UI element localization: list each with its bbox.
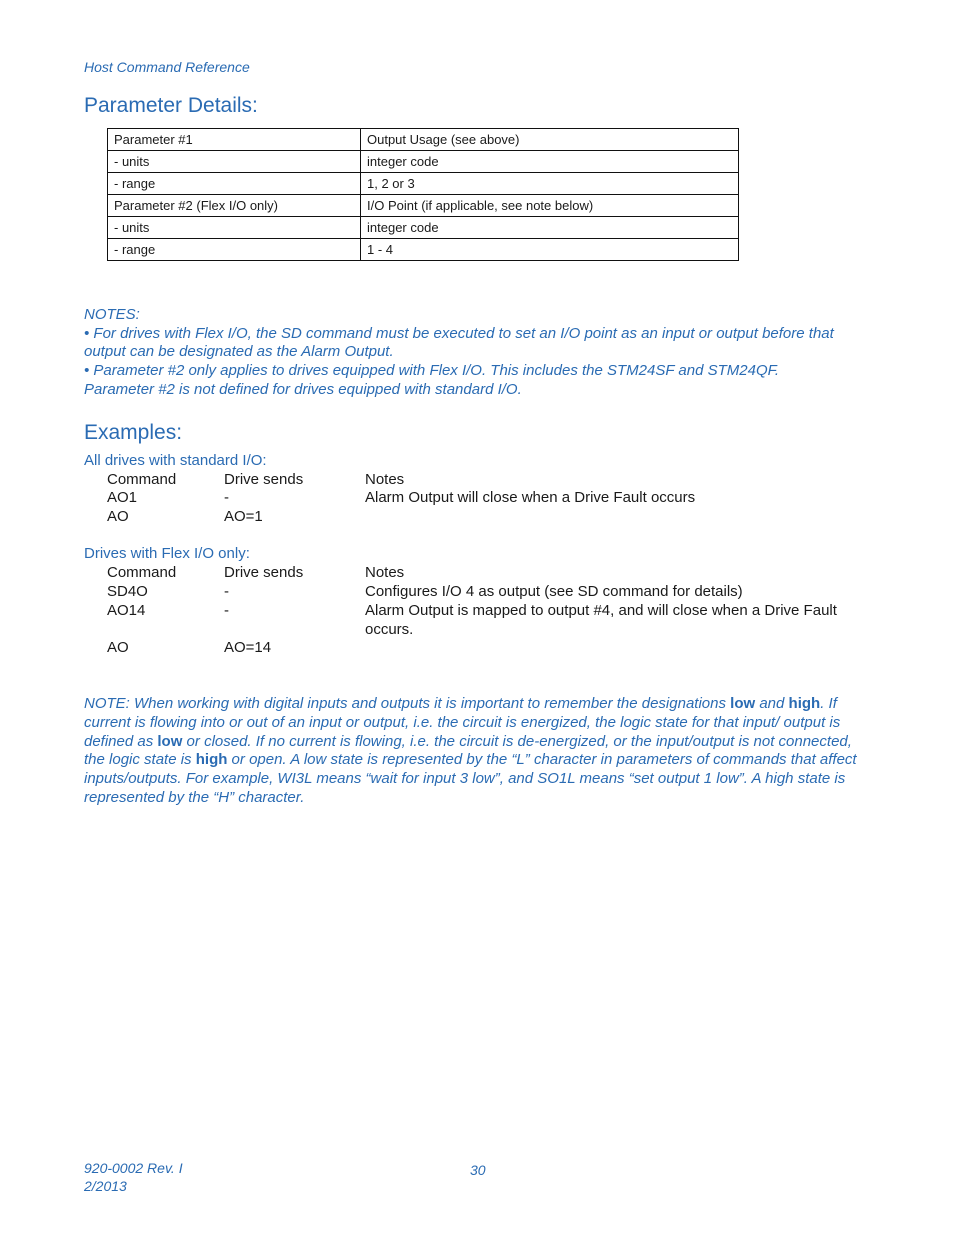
footer-doc-info (84, 1159, 183, 1195)
param-value-cell: I/O Point (if applicable, see note below) (361, 195, 739, 217)
example-note: Configures I/O 4 as output (see SD command for details) (365, 583, 743, 600)
table-row (108, 173, 739, 195)
notes-header: Notes (365, 471, 405, 488)
page-number: 30 (470, 1162, 486, 1178)
logic-state-note (84, 695, 874, 808)
example-note: Alarm Output is mapped to output #4, and will close when a Drive Fault occurs. (365, 602, 837, 638)
note-text: . If current is flowing into or out of an input or output, i.e. the circuit is energized, the logic state for that input/ output is defined as (84, 695, 841, 750)
table-row (108, 195, 739, 217)
notes-block (84, 306, 874, 400)
low-term: low (157, 732, 183, 750)
doc-date: 2/2013 (84, 1178, 127, 1194)
example-note: Alarm Output will close when a Drive Fault occurs (365, 489, 696, 506)
table-row (108, 239, 739, 261)
param-name-cell: - range (108, 173, 361, 195)
drive-sends-header: Drive sends (224, 564, 304, 581)
high-term: high (788, 695, 821, 712)
command-header: Command (107, 471, 177, 488)
notes-line: • Parameter #2 only applies to drives equipped with Flex I/O. This includes the STM24SF and STM24QF. (84, 362, 780, 380)
examples-title: Examples: (84, 421, 183, 444)
param-name-cell: - range (108, 239, 361, 261)
notes-line: output can be designated as the Alarm Output. (84, 343, 394, 361)
param-name-cell: Parameter #1 (108, 129, 361, 151)
flex-io-label: Drives with Flex I/O only: (84, 545, 250, 562)
notes-line: • For drives with Flex I/O, the SD command must be executed to set an I/O point as an input or output before that (84, 324, 834, 342)
note-text: and (755, 695, 789, 712)
example-drive-sends: AO=1 (224, 508, 263, 525)
example-command: AO (107, 639, 129, 656)
param-value-cell: integer code (361, 217, 739, 239)
low-term: low (730, 695, 756, 712)
table-row (108, 151, 739, 173)
param-value-cell: Output Usage (see above) (361, 129, 739, 151)
param-value-cell: 1 - 4 (361, 239, 739, 261)
doc-number: 920-0002 Rev. I (84, 1160, 183, 1176)
example-drive-sends: - (224, 602, 229, 619)
example-drive-sends: - (224, 489, 229, 506)
notes-header: Notes (365, 564, 405, 581)
example-command: SD4O (107, 583, 148, 600)
table-row (108, 129, 739, 151)
command-header: Command (107, 564, 177, 581)
standard-io-label: All drives with standard I/O: (84, 452, 267, 469)
parameter-details-title: Parameter Details: (84, 94, 258, 117)
drive-sends-header: Drive sends (224, 471, 304, 488)
param-value-cell: 1, 2 or 3 (361, 173, 739, 195)
param-name-cell: Parameter #2 (Flex I/O only) (108, 195, 361, 217)
example-drive-sends: - (224, 583, 229, 600)
note-text: or open. A low state is represented by the “L” character in parameters of commands that affect inputs/outputs. For example, WI3L means “wait for input 3 low”, and SO1L means “set output 1 low”. A high state is represented by the “H” character. (84, 751, 857, 806)
high-term: high (195, 751, 228, 769)
example-command: AO1 (107, 489, 138, 506)
page-header-reference: Host Command Reference (84, 59, 250, 75)
param-name-cell: - units (108, 151, 361, 173)
note-text: NOTE: When working with digital inputs and outputs it is important to remember the designations (84, 695, 731, 712)
param-name-cell: - units (108, 217, 361, 239)
example-command: AO14 (107, 602, 146, 619)
parameter-table (107, 128, 739, 261)
notes-line: Parameter #2 is not defined for drives equipped with standard I/O. (84, 380, 522, 398)
example-drive-sends: AO=14 (224, 639, 272, 656)
example-command: AO (107, 508, 129, 525)
notes-heading: NOTES: (84, 306, 140, 323)
note-text: or closed. If no current is flowing, i.e. the circuit is de-energized, or the input/output is not connected, the logic state is (84, 732, 852, 769)
table-row (108, 217, 739, 239)
param-value-cell: integer code (361, 151, 739, 173)
